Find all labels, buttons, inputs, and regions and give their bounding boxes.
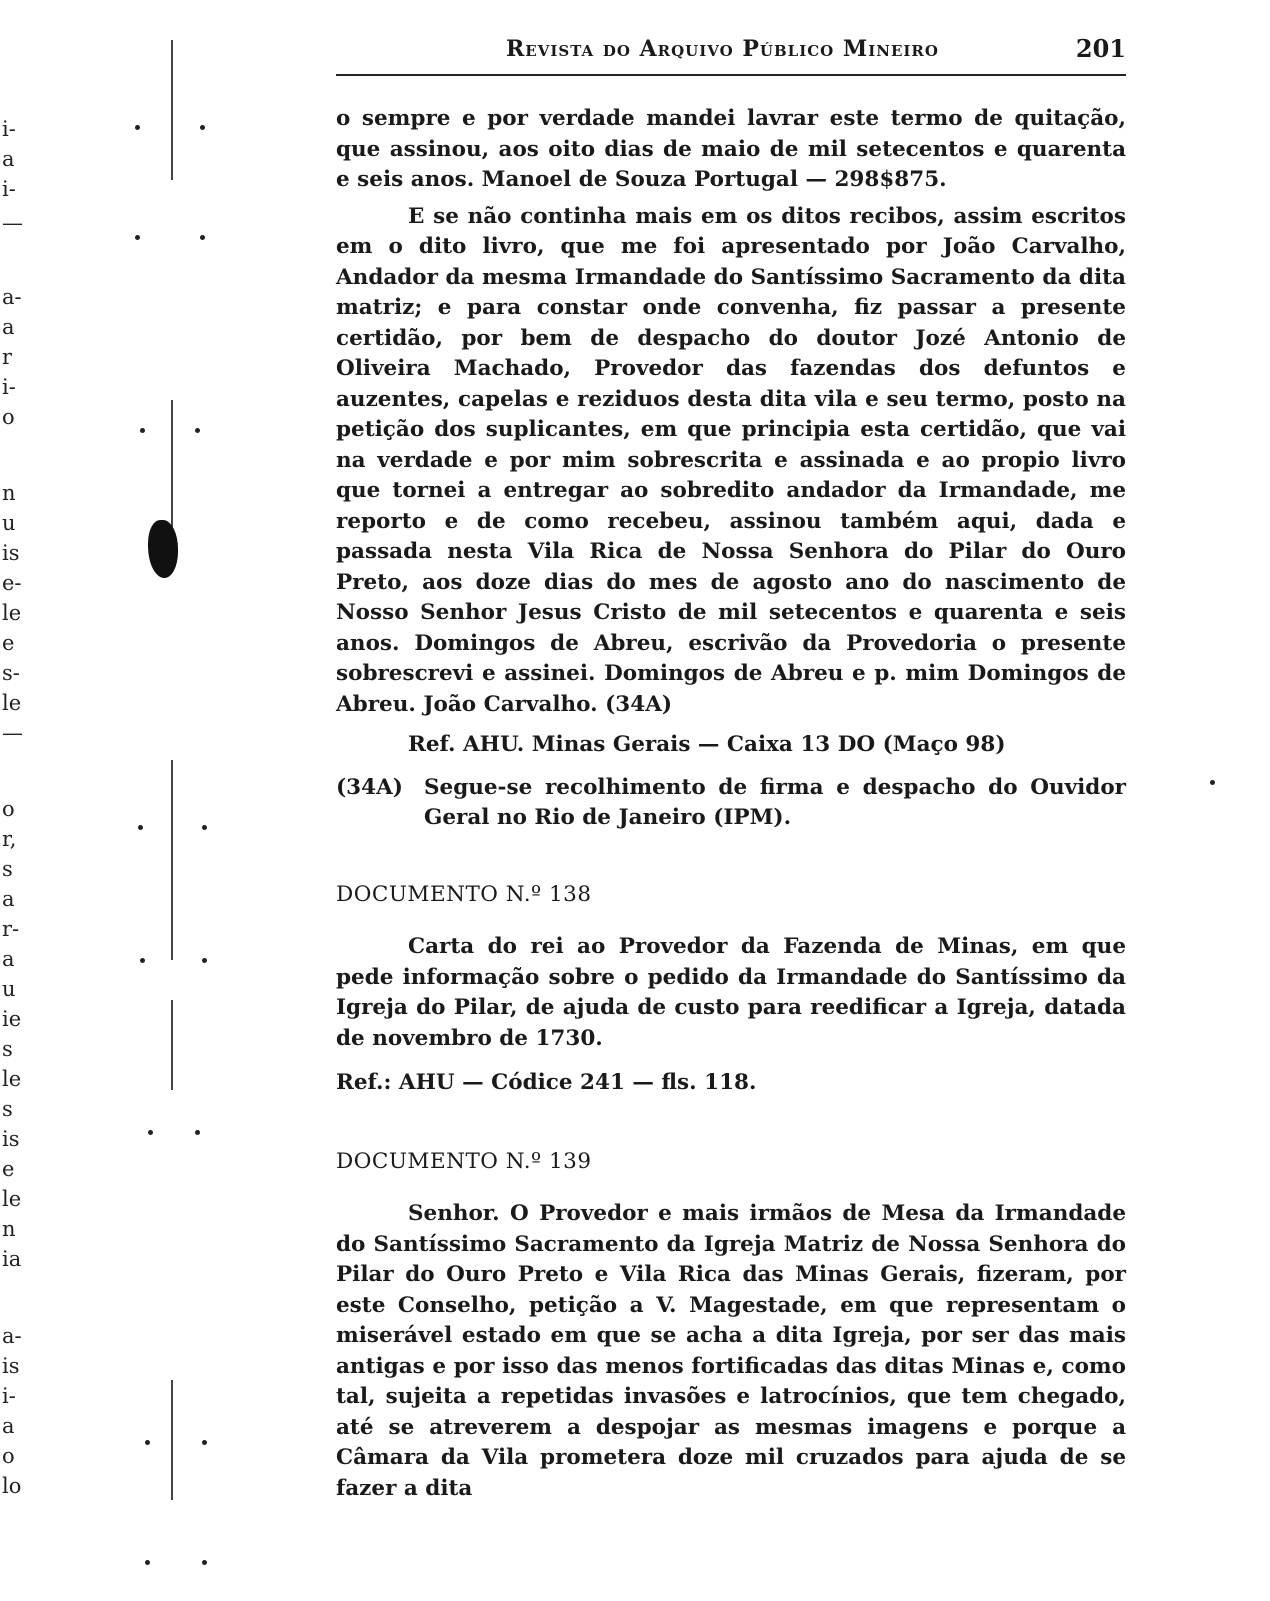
facing-page-fragment: is [2,1127,20,1151]
facing-page-fragment: o [2,405,15,429]
footnote-label: (34A) [336,774,403,800]
facing-page-fragment: a [2,315,15,339]
gutter-dot [145,1440,150,1445]
gutter-line [171,1380,173,1500]
facing-page-fragment: u [2,511,16,535]
facing-page-fragment: a [2,947,15,971]
facing-page-fragment: e [2,631,15,655]
facing-page-fragment: o [2,1444,15,1468]
gutter-dot [145,1560,150,1565]
ink-blot [148,520,178,578]
facing-page-fragment: le [2,691,22,715]
running-title: Revista do Arquivo Público Mineiro [506,36,939,62]
footnote-text: Segue-se recolhimento de firma e despacho do Ouvidor Geral no Rio de Janeiro (IPM). [424,774,1126,830]
gutter-dot [148,1130,153,1135]
facing-page-fragment: i- [2,177,16,201]
gutter-line [171,1000,173,1090]
gutter-dot [138,825,143,830]
facing-page-fragment: — [2,721,23,745]
document-138-heading: DOCUMENTO N.º 138 [336,881,592,907]
facing-page-fragment: i- [2,1384,16,1408]
facing-page-fragment: lo [2,1474,22,1498]
gutter-dot [200,125,205,130]
facing-page-fragment: n [2,481,16,505]
facing-page-fragment: le [2,601,22,625]
document-139-text: Senhor. O Provedor e mais irmãos de Mesa da Irmandade do Santíssimo Sacramento da Igreja Matriz de Nossa Senhora do Pilar do Ouro Preto e Vila Rica das Minas Gerais, fizeram, por este Conselho, petição a V. Magestade, em que representam o miserável estado em que se acha a dita Igreja, por ser das mais antigas e por isso das menos fortificadas das ditas Minas e, como tal, sujeita a repetidas invasões e latrocínios, que tem chegado, até se atreverem a despojar as mesmas imagens e porque a Câmara da Vila prometera doze mil cruzados para ajuda de se fazer a dita [336,1201,1126,1501]
facing-page-fragment: e- [2,571,22,595]
facing-page-fragment: r [2,345,13,369]
page-body [336,104,1126,1510]
page-number: 201 [1075,34,1126,63]
facing-page-fragment: a [2,887,15,911]
facing-page-fragment: r- [2,917,20,941]
facing-page-fragment: s [2,1097,13,1121]
gutter-line [171,40,173,180]
gutter-dot [200,235,205,240]
document-138-reference: Ref.: AHU — Códice 241 — fls. 118. [336,1070,757,1095]
gutter-dot [202,1560,207,1565]
document-139-heading: DOCUMENTO N.º 139 [336,1148,592,1174]
gutter-dot [140,958,145,963]
facing-page-fragment: i- [2,117,16,141]
paragraph-certificate: E se não continha mais em os ditos recibos, assim escritos em o dito livro, que me foi apresentado por João Carvalho, Andador da mesma Irmandade do Santíssimo Sacramento da dita matriz; e para constar onde convenha, fiz passar a presente certidão, por bem de despacho do doutor Jozé Antonio de Oliveira Machado, Provedor das fazendas dos defuntos e auzentes, capelas e reziduos desta dita vila e seu termo, posto na petição dos suplicantes, em que principia esta certidão, que vai na verdade e por mim sobrescrita e assinada e ao propio livro que tornei a entregar ao sobredito andador da Irmandade, me reporto e de como recebeu, assinou também aqui, dada e passada nesta Vila Rica de Nossa Senhora do Pilar do Ouro Preto, aos doze dias do mes de agosto ano do nascimento de Nosso Senhor Jesus Cristo de mil setecentos e quarenta e seis anos. Domingos de Abreu, escrivão da Provedoria o presente sobrescrevi e assinei. Domingos de Abreu e p. mim Domingos de Abreu. João Carvalho. (34A) [336,203,1126,717]
stray-dot [1210,780,1215,785]
gutter-line [171,400,173,540]
facing-page-fragment: a- [2,1324,22,1348]
gutter-dot [202,958,207,963]
facing-page-fragment: i- [2,375,16,399]
facing-page-fragment: s [2,857,13,881]
facing-page-fragment: o [2,797,15,821]
gutter-line [171,760,173,960]
facing-page-fragment: — [2,211,23,235]
facing-page-fragment: e [2,1157,15,1181]
facing-page-fragment: ia [2,1247,22,1271]
facing-page-fragment: a- [2,285,22,309]
gutter-dot [135,235,140,240]
facing-page-fragment: le [2,1187,22,1211]
facing-page-fragment: is [2,541,20,565]
gutter-dot [195,428,200,433]
gutter-dot [140,428,145,433]
facing-page-fragment: n [2,1217,16,1241]
gutter-dot [135,125,140,130]
facing-page-fragment: a [2,1414,15,1438]
facing-page-fragment: ie [2,1007,22,1031]
running-head [336,34,1126,76]
footnote [336,773,1126,834]
facing-page-fragment: s [2,1037,13,1061]
facing-page-fragment: is [2,1354,20,1378]
gutter-dot [202,825,207,830]
gutter-dot [202,1440,207,1445]
reference-line: Ref. AHU. Minas Gerais — Caixa 13 DO (Maço 98) [408,732,1006,757]
facing-page-fragment: le [2,1067,22,1091]
facing-page-fragment: a [2,147,15,171]
gutter-dot [195,1130,200,1135]
paragraph-continued: o sempre e por verdade mandei lavrar este termo de quitação, que assinou, aos oito dias de maio de mil setecentos e quarenta e seis anos. Manoel de Souza Portugal — 298$875. [336,106,1126,192]
facing-page-fragment: s- [2,661,20,685]
facing-page-fragment: r, [2,827,17,851]
facing-page-fragment: u [2,977,16,1001]
facing-page-bleed [0,0,40,1601]
document-138-summary: Carta do rei ao Provedor da Fazenda de Minas, em que pede informação sobre o pedido da Irmandade do Santíssimo da Igreja do Pilar, de ajuda de custo para reedificar a Igreja, datada de novembro de 1730. [336,934,1126,1051]
